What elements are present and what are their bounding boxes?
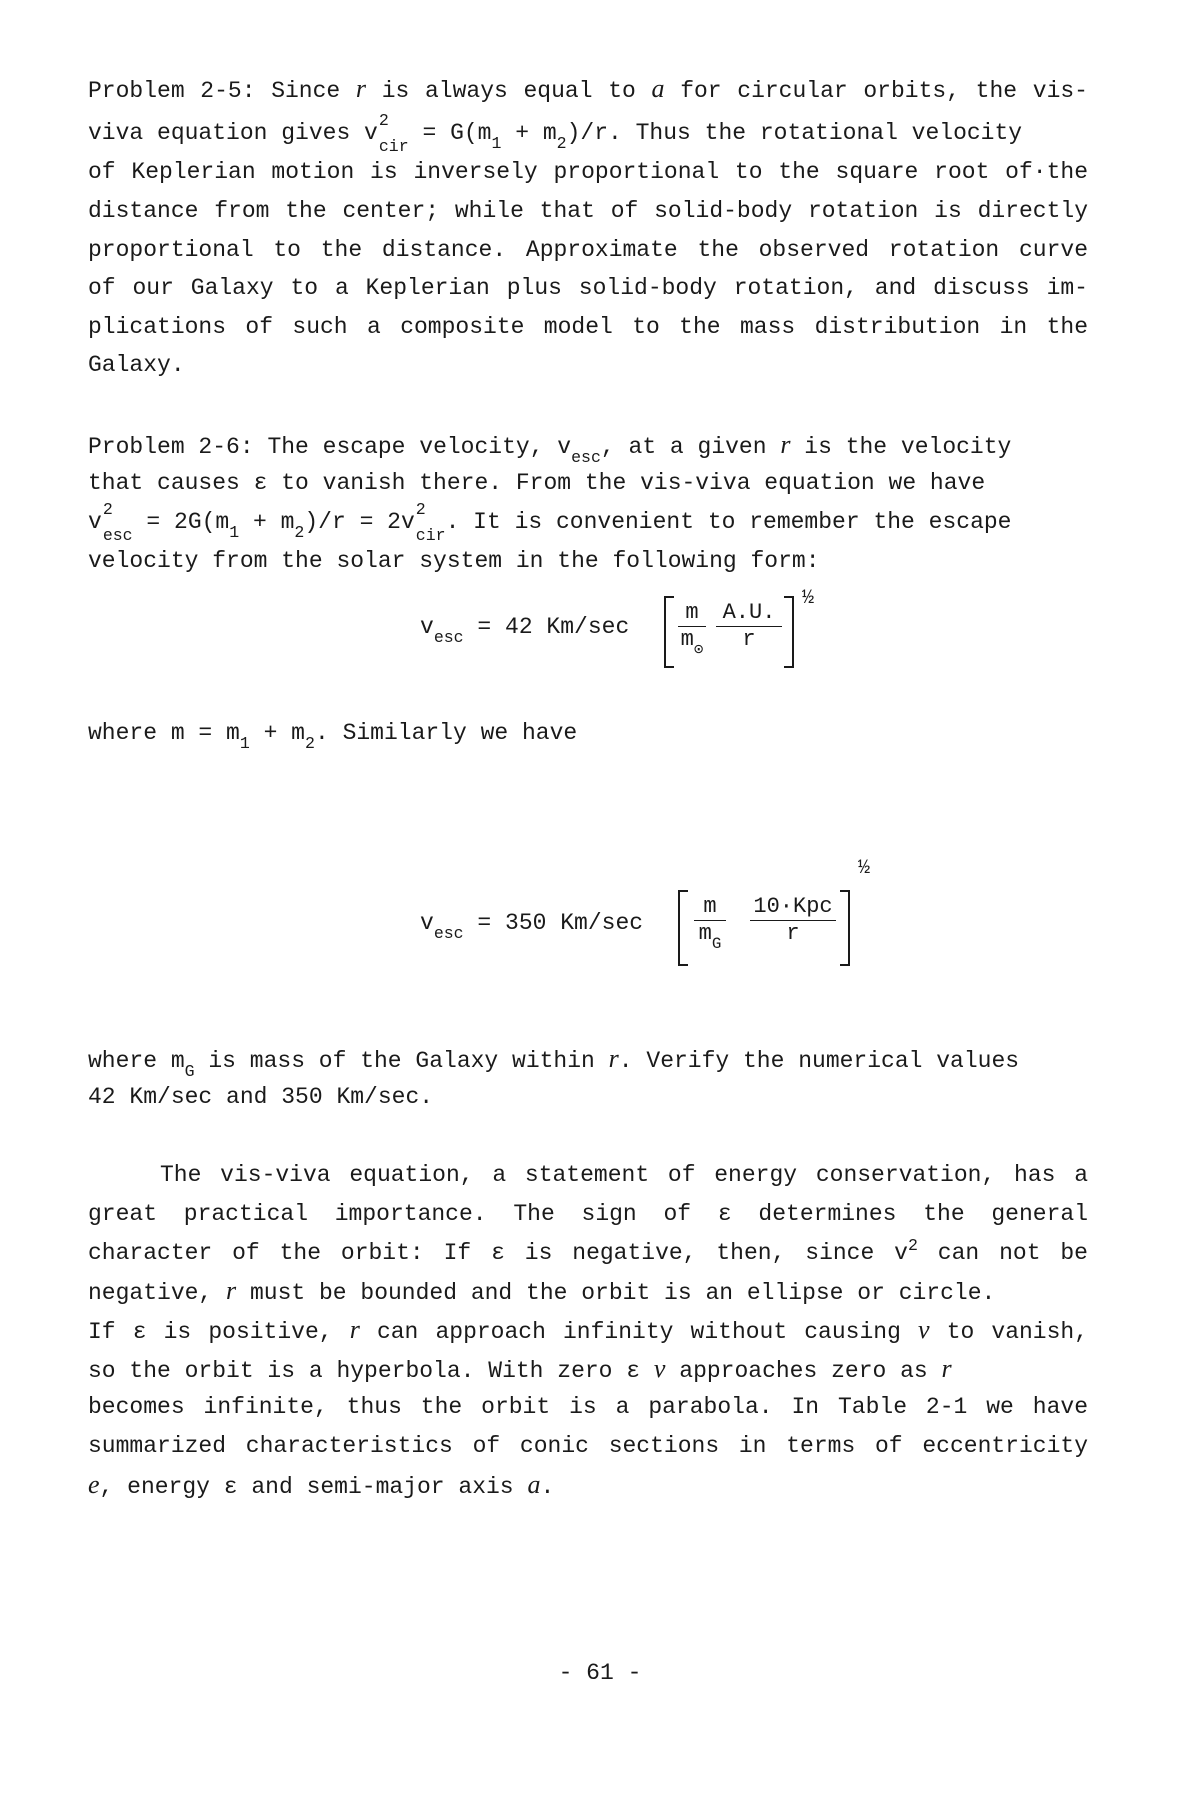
body-line-9: e, energy ε and semi-major axis a. [88,1470,555,1500]
p25-line-1: Problem 2-5: Since r is always equal to a for circular orbits, the vis- [88,74,1088,104]
problem-2-6-label: Problem 2-6: [88,434,254,460]
p26-line-3: v 2 $_{esc} = 2G(m_1 + m_2)/r = 2v$ 2 $_{cir}$. It is convenient to remember the escape [88,500,1012,545]
after-line-2: 42 Km/sec and 350 Km/sec. [88,1084,434,1110]
p25-line-8: Galaxy. [88,352,185,378]
document-page: Problem 2-5: Since r is always equal to a for circular orbits, the vis- viva equation gives v 2 $_{cir} = G(m_1 + m_2)/r$. Thus the rotational velocity of Keplerian motion is inversely proportional to the square root of·the distance from the center; while that of solid-body rotation is directly proportional to the distance. Approximate the observed rotation curve of our Galaxy to a Keplerian plus solid-body rotation, and discuss im- plications of such a composite model to the mass distribution in the Galaxy. Problem 2-6: The escape velocity, $v_{esc}$, at a given r is the velocity that causes ε to vanish there. From the vis-viva equation we have v 2 $_{esc} = 2G(m_1 + m_2)/r = 2v$ 2 $_{cir}$. It is convenient to remember the escape velocity from the solar system in the following form: $v_{esc} = 42$ Km/sec $\frac{m}{m_⊙}$ $\frac{A.U.}{r}$ ½ where $m = m_1 + m_2$. Similarly we have $v_{esc} = 350$ Km/sec $\frac{m}{m_G}$ 10·Kpc r ½ where $m_G$ is mass of the Galaxy within r. Verify the numerical values 42 Km/sec and 350 Km/sec. The vis-viva equation, a statement of energy conservation, has a great practical importance. The sign of ε determines the general character of the orbit: If ε is negative, then, since $v^2$ can not be negative, r must be bounded and the orbit is an ellipse or circle. If ε is positive, r can approach infinity without causing v to vanish, so the orbit is a hyperbola. With zero ε v approaches zero as r becomes infinite, thus the orbit is a parabola. In Table 2-1 we have summarized characteristics of conic sections in terms of eccentricity e, energy ε and semi-major axis a. - 61 - [0,0,1200,1800]
body-line-1: The vis-viva equation, a statement of energy conservation, has a [160,1162,1088,1188]
p25-line-7: plications of such a composite model to the mass distribution in the [88,314,1088,340]
left-bracket [664,596,674,668]
p25-line-2: viva equation gives v 2 $_{cir} = G(m_1 + m_2)/r$. Thus the rotational velocity [88,111,1023,156]
problem-2-5-label: Problem 2-5: [88,78,256,104]
mid-line: where $m = m_1 + m_2$. Similarly we have [88,720,578,754]
right-bracket [784,596,794,668]
page-number: - 61 - [558,1660,642,1686]
body-line-8: summarized characteristics of conic sections in terms of eccentricity [88,1433,1088,1459]
p26-line-2: that causes ε to vanish there. From the vis-viva equation we have [88,470,986,496]
body-line-4: negative, r must be bounded and the orbit is an ellipse or circle. [88,1276,996,1306]
p25-line-5: proportional to the distance. Approximate the observed rotation curve [88,237,1088,263]
left-bracket [678,890,688,966]
power-half: ½ [858,857,871,880]
p25-line-4: distance from the center; while that of solid-body rotation is directly [88,198,1088,224]
body-line-3: character of the orbit: If ε is negative, then, since $v^2$ can not be [88,1235,1088,1266]
body-line-7: becomes infinite, thus the orbit is a parabola. In Table 2-1 we have [88,1394,1088,1420]
body-line-2: great practical importance. The sign of ε determines the general [88,1201,1088,1227]
p26-line-1: Problem 2-6: The escape velocity, $v_{esc}$, at a given r is the velocity [88,430,1012,468]
power-half: ½ [802,587,815,610]
right-bracket [840,890,850,966]
p25-line-6: of our Galaxy to a Keplerian plus solid-body rotation, and discuss im- [88,275,1088,301]
body-line-6: so the orbit is a hyperbola. With zero ε v approaches zero as r [88,1354,952,1384]
after-line-1: where $m_G$ is mass of the Galaxy within r. Verify the numerical values [88,1044,1020,1082]
p25-line-3: of Keplerian motion is inversely proportional to the square root of·the [88,159,1088,185]
p26-line-4: velocity from the solar system in the following form: [88,548,820,574]
body-line-5: If ε is positive, r can approach infinity without causing v to vanish, [88,1315,1089,1345]
